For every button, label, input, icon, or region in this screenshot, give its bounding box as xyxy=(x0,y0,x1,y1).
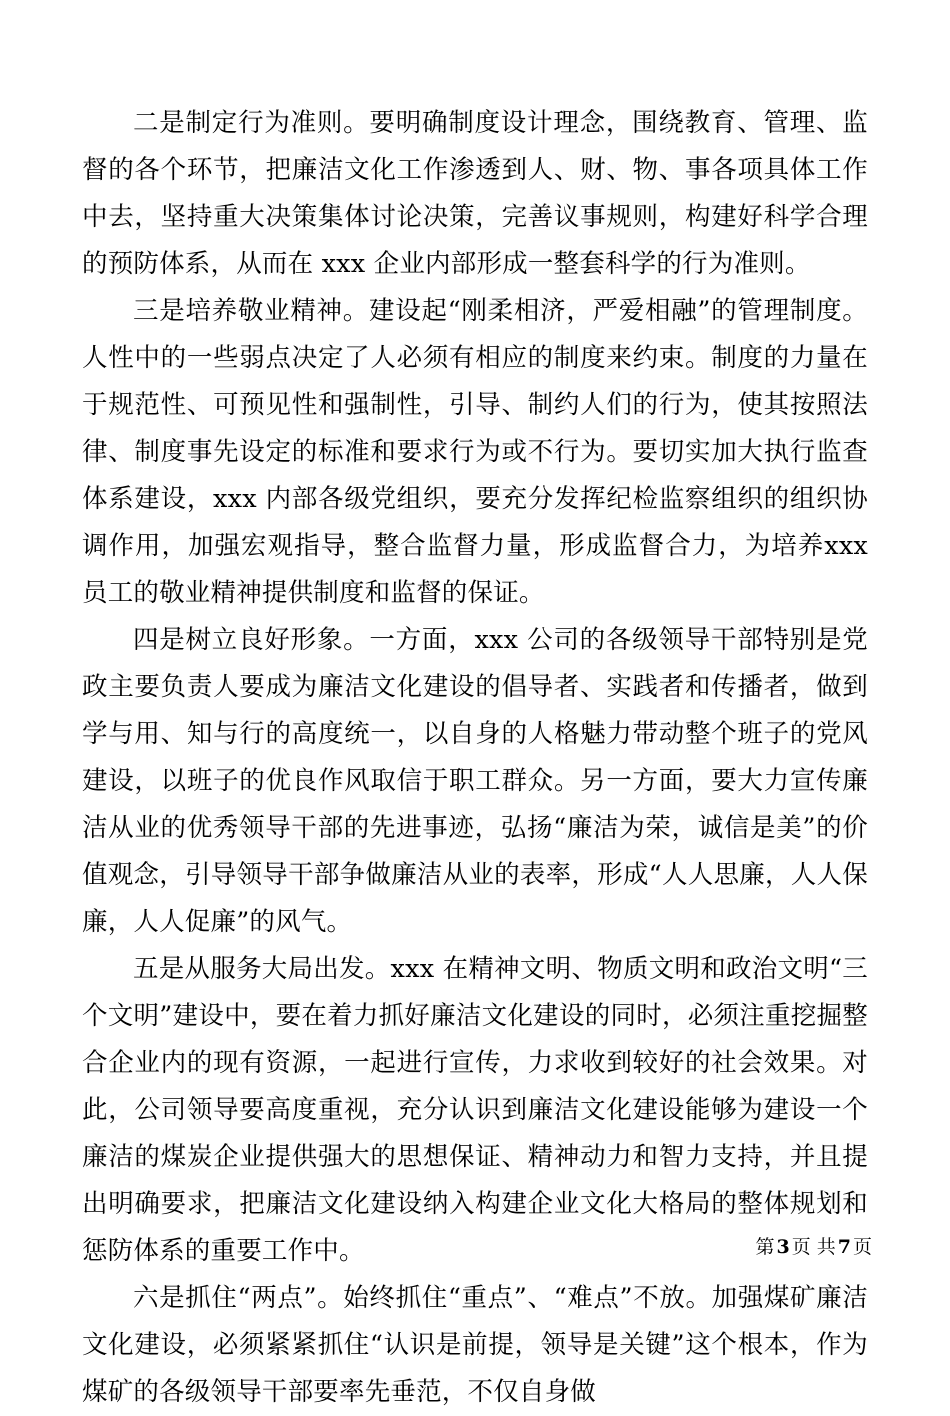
footer-total-pages: 7 xyxy=(837,1236,851,1258)
footer-suffix: 页 xyxy=(852,1236,872,1258)
paragraph-3: 四是树立良好形象。一方面，xxx 公司的各级领导干部特别是党政主要负责人要成为廉洁文化建设的倡导者、实践者和传播者，做到学与用、知与行的高度统一，以自身的人格魅力带动整个班子的党风建设，以班子的优良作风取信于职工群众。另一方面，要大力宣传廉洁从业的优秀领导干部的先进事迹，弘扬“廉洁为荣，诚信是美”的价值观念，引导领导干部争做廉洁从业的表率，形成“人人思廉，人人保廉，人人促廉”的风气。 xyxy=(82,625,868,937)
footer-current-page: 3 xyxy=(776,1236,790,1258)
footer-middle: 页 共 xyxy=(791,1236,836,1258)
paragraph-5: 六是抓住“两点”。始终抓住“重点”、“难点”不放。加强煤矿廉洁文化建设，必须紧紧抓住“认识是前提，领导是关键”这个根本，作为煤矿的各级领导干部要率先垂范，不仅自身做 xyxy=(82,1283,868,1407)
footer-prefix: 第 xyxy=(755,1236,775,1258)
paragraph-4: 五是从服务大局出发。xxx 在精神文明、物质文明和政治文明“三个文明”建设中，要在着力抓好廉洁文化建设的同时，必须注重挖掘整合企业内的现有资源，一起进行宣传，力求收到较好的社会效果。对此，公司领导要高度重视，充分认识到廉洁文化建设能够为建设一个廉洁的煤炭企业提供强大的思想保证、精神动力和智力支持，并且提出明确要求，把廉洁文化建设纳入构建企业文化大格局的整体规划和惩防体系的重要工作中。 xyxy=(82,954,868,1266)
paragraph-2: 三是培养敬业精神。建设起“刚柔相济，严爱相融”的管理制度。人性中的一些弱点决定了人必须有相应的制度来约束。制度的力量在于规范性、可预见性和强制性，引导、制约人们的行为，使其按照法律、制度事先设定的标准和要求行为或不行为。要切实加大执行监查体系建设，xxx 内部各级党组织，要充分发挥纪检监察组织的组织协调作用，加强宏观指导，整合监督力量，形成监督合力，为培养xxx 员工的敬业精神提供制度和监督的保证。 xyxy=(82,296,868,608)
paragraph-1: 二是制定行为准则。要明确制度设计理念，围绕教育、管理、监督的各个环节，把廉洁文化工作渗透到人、财、物、事各项具体工作中去，坚持重大决策集体讨论决策，完善议事规则，构建好科学合理的预防体系，从而在 xxx 企业内部形成一整套科学的行为准则。 xyxy=(82,108,868,279)
page-footer xyxy=(755,1236,872,1258)
document-body xyxy=(82,100,868,1416)
